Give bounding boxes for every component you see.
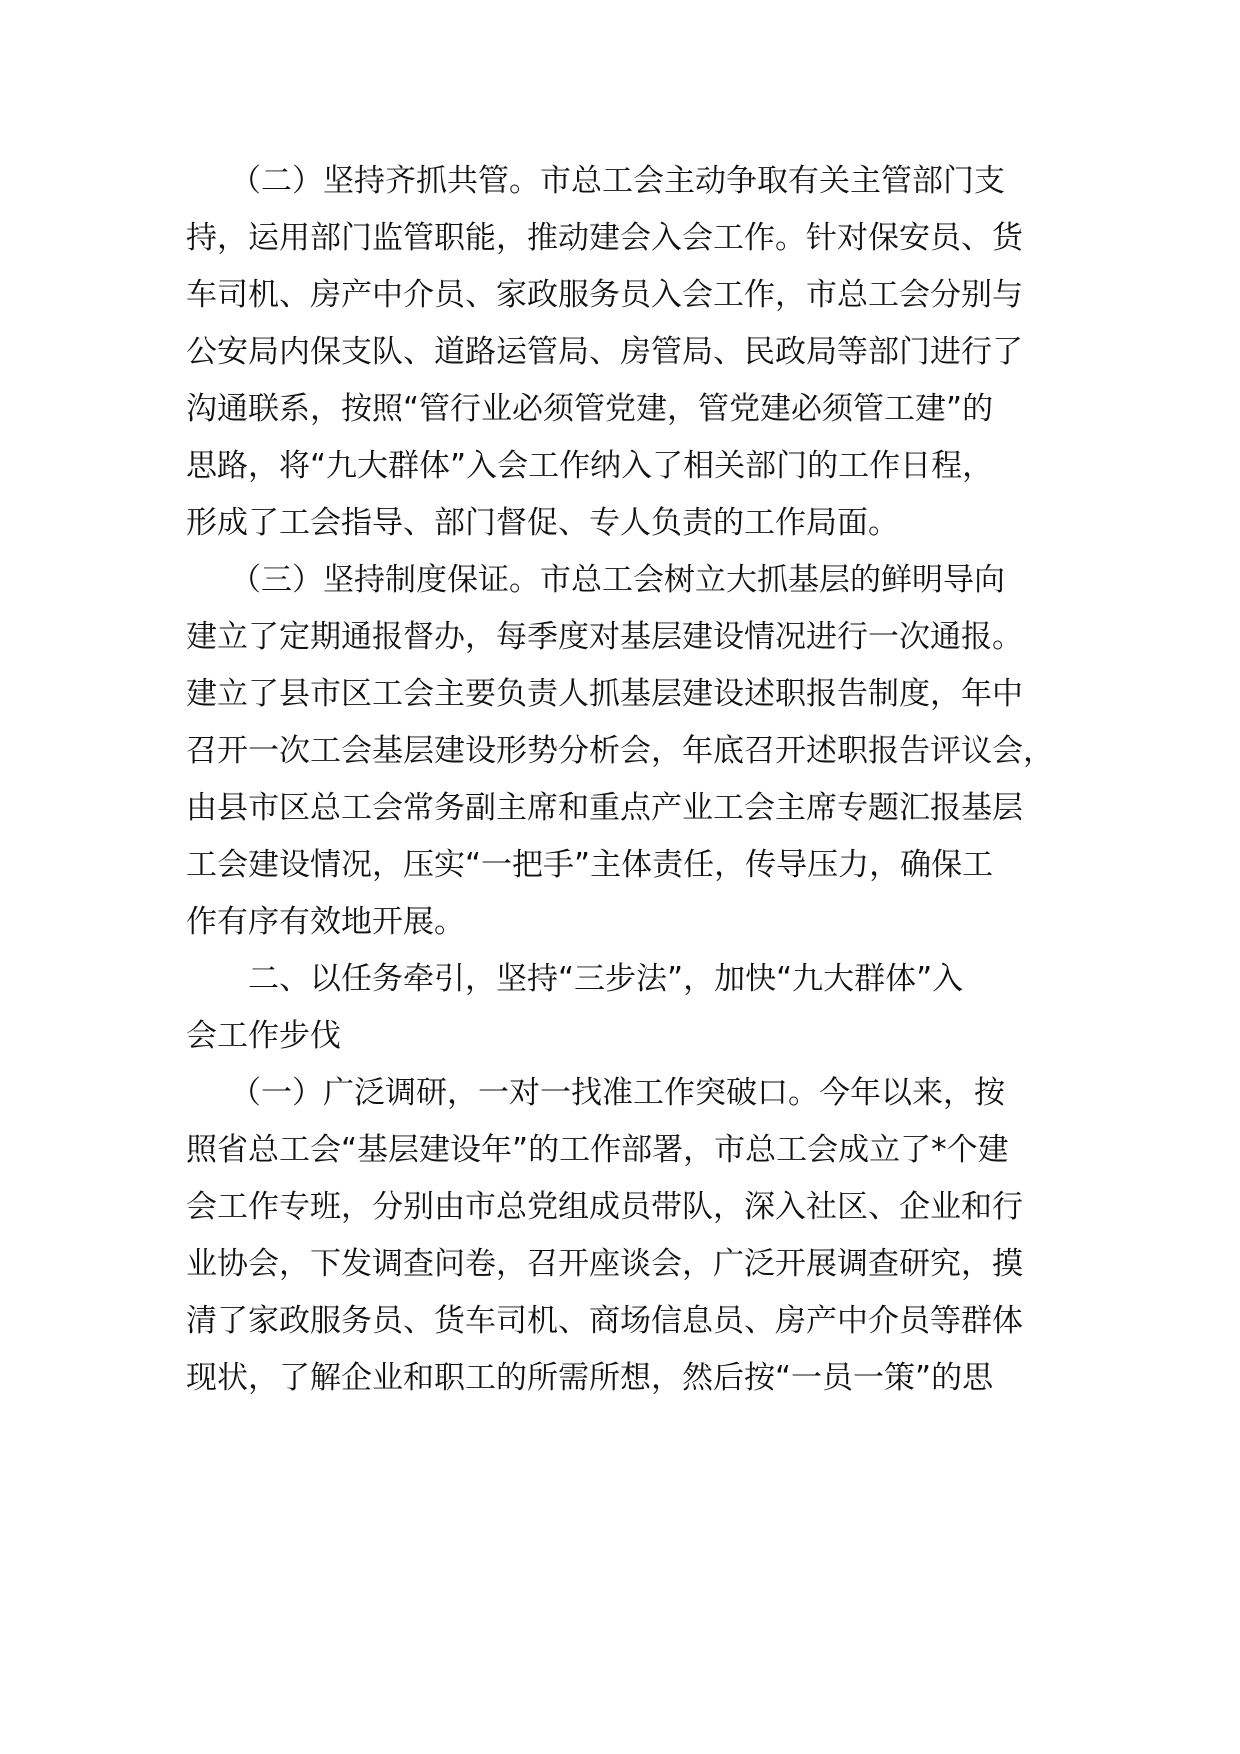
text-line: 会工作步伐 bbox=[186, 1018, 341, 1054]
text-line: 清了家政服务员、货车司机、商场信息员、房产中介员等群体 bbox=[186, 1303, 1023, 1339]
text-line: 思路，将“九大群体”入会工作纳入了相关部门的工作日程， bbox=[186, 448, 994, 484]
text-line: 会工作专班，分别由市总党组成员带队，深入社区、企业和行 bbox=[186, 1189, 1023, 1225]
text-line: 建立了县市区工会主要负责人抓基层建设述职报告制度，年中 bbox=[186, 676, 1023, 712]
text-line: 现状，了解企业和职工的所需所想，然后按“一员一策”的思 bbox=[186, 1360, 994, 1396]
text-line: 持，运用部门监管职能，推动建会入会工作。针对保安员、货 bbox=[186, 220, 1023, 256]
text-line: （一）广泛调研，一对一找准工作突破口。今年以来，按 bbox=[230, 1075, 1005, 1111]
text-line: （二）坚持齐抓共管。市总工会主动争取有关主管部门支 bbox=[230, 163, 1005, 199]
text-line: （三）坚持制度保证。市总工会树立大抓基层的鲜明导向 bbox=[230, 562, 1005, 598]
text-line: 由县市区总工会常务副主席和重点产业工会主席专题汇报基层 bbox=[186, 790, 1023, 826]
text-line: 沟通联系，按照“管行业必须管党建，管党建必须管工建”的 bbox=[186, 391, 994, 427]
text-line: 工会建设情况，压实“一把手”主体责任，传导压力，确保工 bbox=[186, 847, 994, 883]
text-line: 形成了工会指导、部门督促、专人负责的工作局面。 bbox=[186, 505, 899, 541]
text-line: 车司机、房产中介员、家政服务员入会工作，市总工会分别与 bbox=[186, 277, 1023, 313]
text-line: 业协会，下发调查问卷，召开座谈会，广泛开展调查研究，摸 bbox=[186, 1246, 1023, 1282]
text-line: 召开一次工会基层建设形势分析会，年底召开述职报告评议会， bbox=[186, 733, 1054, 769]
text-line: 建立了定期通报督办，每季度对基层建设情况进行一次通报。 bbox=[186, 619, 1023, 655]
text-line: 公安局内保支队、道路运管局、房管局、民政局等部门进行了 bbox=[186, 334, 1023, 370]
text-line: 照省总工会“基层建设年”的工作部署，市总工会成立了*个建 bbox=[186, 1132, 1009, 1168]
text-line: 二、以任务牵引，坚持“三步法”，加快“九大群体”入 bbox=[248, 961, 964, 997]
text-line: 作有序有效地开展。 bbox=[186, 904, 465, 940]
